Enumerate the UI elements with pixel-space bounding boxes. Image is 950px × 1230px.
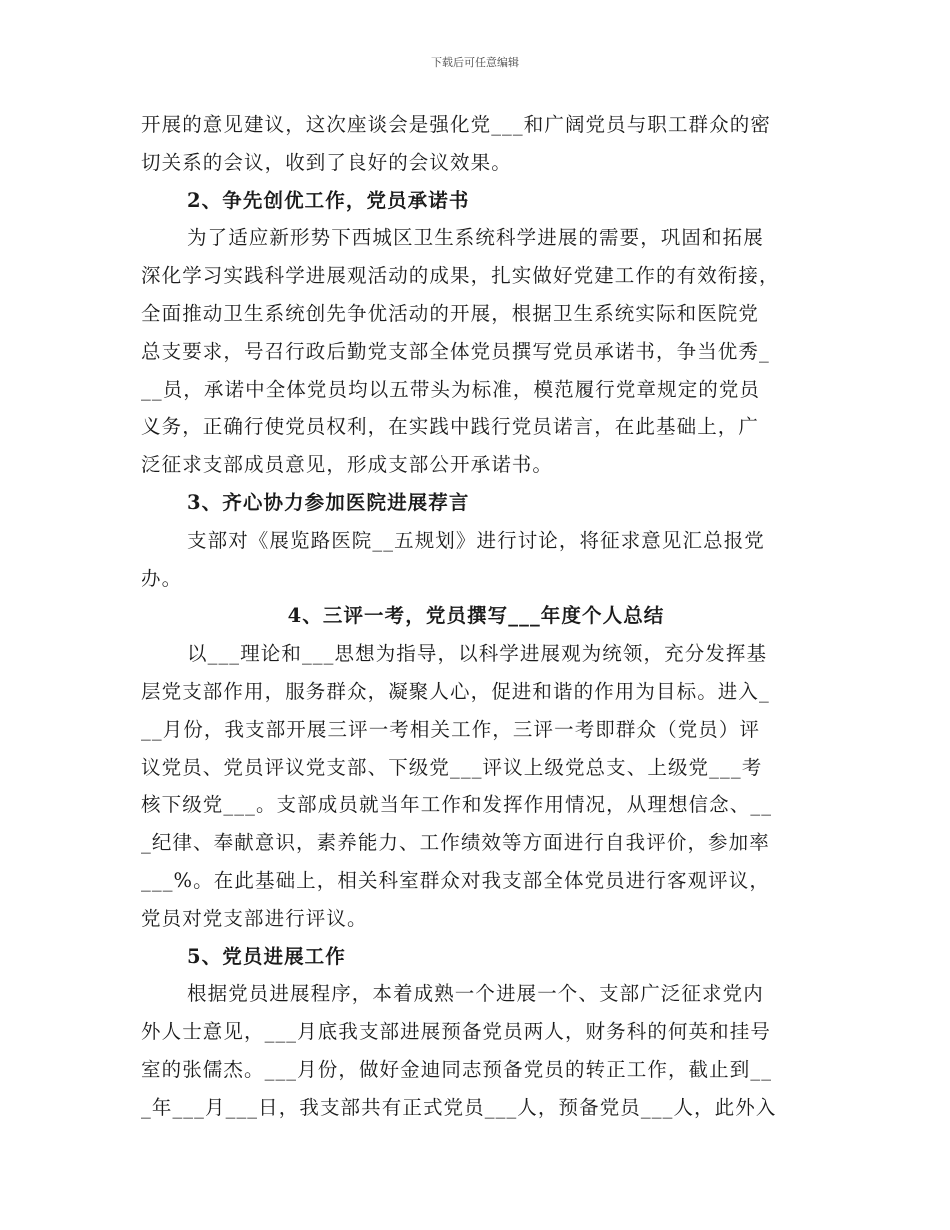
text-line: 总支要求，号召行政后勤党支部全体党员撰写党员承诺书，争当优秀_ xyxy=(141,339,770,363)
section-heading: 4、三评一考，党员撰写___年度个人总结 xyxy=(287,604,665,628)
text-line: 泛征求支部成员意见，形成支部公开承诺书。 xyxy=(141,453,554,477)
text-line: __月份，我支部开展三评一考相关工作，三评一考即群众（党员）评 xyxy=(141,717,761,741)
section-heading: 5、党员进展工作 xyxy=(187,944,346,968)
document-body xyxy=(141,106,811,1127)
text-line: 根据党员进展程序，本着成熟一个进展一个、支部广泛征求党内 xyxy=(187,982,764,1006)
page-header: 下载后可任意编辑 xyxy=(431,56,519,69)
text-line: 核下级党___。支部成员就当年工作和发挥作用情况，从理想信念、__ xyxy=(141,793,773,817)
text-line: 深化学习实践科学进展观活动的成果，扎实做好党建工作的有效衔接， xyxy=(141,264,780,288)
text-line: 党员对党支部进行评议。 xyxy=(141,906,368,930)
section-heading: 3、齐心协力参加医院进展荐言 xyxy=(187,490,470,514)
text-line: 切关系的会议，收到了良好的会议效果。 xyxy=(141,150,512,174)
section-heading: 2、争先创优工作，党员承诺书 xyxy=(187,188,470,212)
text-line: 以___理论和___思想为指导，以科学进展观为统领，充分发挥基 xyxy=(187,642,768,666)
text-line: 支部对《展览路医院__五规划》进行讨论，将征求意见汇总报党 xyxy=(187,528,765,552)
text-line: 义务，正确行使党员权利，在实践中践行党员诺言，在此基础上，广 xyxy=(141,415,760,439)
text-line: 外人士意见，___月底我支部进展预备党员两人，财务科的何英和挂号 xyxy=(141,1020,771,1044)
text-line: __员，承诺中全体党员均以五带头为标准，模范履行党章规定的党员 xyxy=(141,377,761,401)
text-line: 办。 xyxy=(141,566,183,590)
text-line: 全面推动卫生系统创先争优活动的开展，根据卫生系统实际和医院党 xyxy=(141,301,760,325)
text-line: ___%。在此基础上，相关科室群众对我支部全体党员进行客观评议， xyxy=(141,868,770,892)
text-line: 层党支部作用，服务群众，凝聚人心，促进和谐的作用为目标。进入_ xyxy=(141,679,770,703)
text-line: 开展的意见建议，这次座谈会是强化党___和广阔党员与职工群众的密 xyxy=(141,113,771,136)
text-line: 为了适应新形势下西城区卫生系统科学进展的需要，巩固和拓展 xyxy=(187,226,764,250)
text-line: 室的张儒杰。___月份，做好金迪同志预备党员的转正工作，截止到__ xyxy=(141,1057,773,1081)
text-line: _纪律、奉献意识，素养能力、工作绩效等方面进行自我评价，参加率 xyxy=(141,831,770,855)
text-line: _年___月___日，我支部共有正式党员___人，预备党员___人，此外入 xyxy=(141,1095,777,1119)
text-line: 议党员、党员评议党支部、下级党___评议上级党总支、上级党___考 xyxy=(141,755,763,779)
